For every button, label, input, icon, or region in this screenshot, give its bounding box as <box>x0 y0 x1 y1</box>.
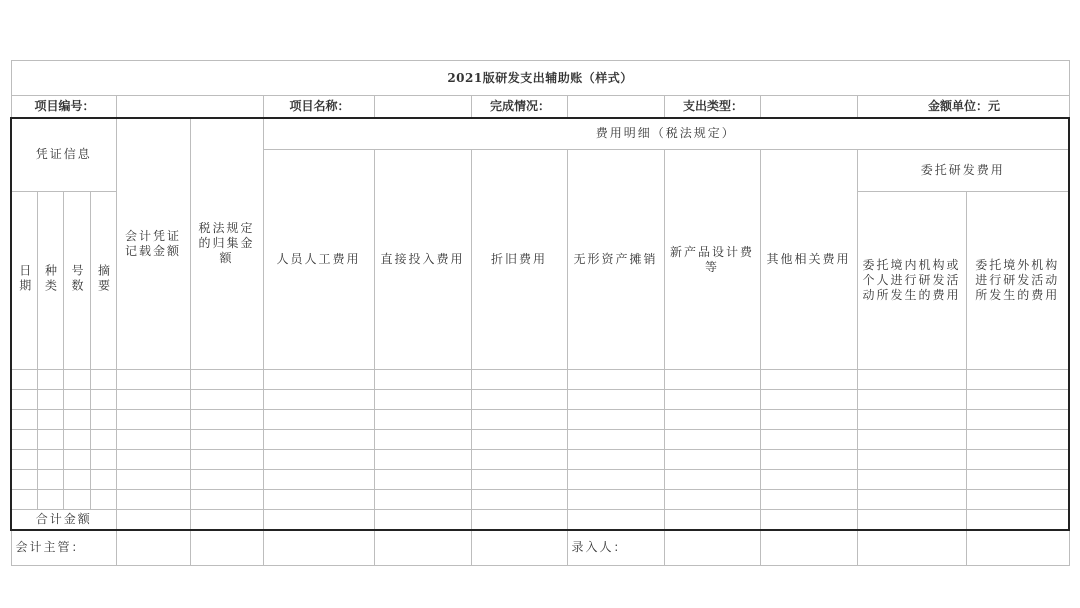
table-cell[interactable] <box>374 430 471 450</box>
table-row <box>11 430 1069 450</box>
project-no-value[interactable] <box>116 96 263 118</box>
kind-header: 种类 <box>37 192 63 370</box>
total-cell[interactable] <box>664 510 760 530</box>
table-cell[interactable] <box>116 490 190 510</box>
table-row <box>11 370 1069 390</box>
table-cell[interactable] <box>116 410 190 430</box>
table-cell[interactable] <box>857 370 966 390</box>
table-cell[interactable] <box>567 450 664 470</box>
table-cell[interactable] <box>37 490 63 510</box>
table-cell[interactable] <box>90 390 116 410</box>
table-cell[interactable] <box>966 370 1069 390</box>
direct-input-header: 直接投入费用 <box>374 150 471 370</box>
voucher-info-header: 凭证信息 <box>11 118 116 192</box>
expense-detail-header: 费用明细（税法规定） <box>263 118 1069 150</box>
table-cell[interactable] <box>664 410 760 430</box>
table-row <box>11 410 1069 430</box>
table-cell[interactable] <box>966 450 1069 470</box>
table-row <box>11 450 1069 470</box>
table-cell[interactable] <box>11 450 37 470</box>
table-cell[interactable] <box>471 450 567 470</box>
project-no-label: 项目编号： <box>11 96 116 118</box>
table-cell[interactable] <box>760 410 857 430</box>
table-cell[interactable] <box>966 470 1069 490</box>
table-cell[interactable] <box>263 470 374 490</box>
table-cell[interactable] <box>37 410 63 430</box>
table-cell[interactable] <box>966 410 1069 430</box>
table-cell[interactable] <box>263 490 374 510</box>
table-cell[interactable] <box>567 490 664 510</box>
table-cell[interactable] <box>190 410 263 430</box>
depreciation-header: 折旧费用 <box>471 150 567 370</box>
table-cell[interactable] <box>567 430 664 450</box>
footer-cell <box>471 530 567 566</box>
table-cell[interactable] <box>760 390 857 410</box>
ledger-title: 2021版研发支出辅助账（样式） <box>11 61 1069 96</box>
footer-cell <box>190 530 263 566</box>
table-cell[interactable] <box>63 410 90 430</box>
new-product-header: 新产品设计费等 <box>664 150 760 370</box>
table-row <box>11 490 1069 510</box>
table-cell[interactable] <box>857 390 966 410</box>
ledger-sheet <box>10 60 1068 566</box>
number-header: 号数 <box>63 192 90 370</box>
table-cell[interactable] <box>857 430 966 450</box>
table-cell[interactable] <box>471 370 567 390</box>
table-cell[interactable] <box>190 450 263 470</box>
footer-cell <box>374 530 471 566</box>
table-cell[interactable] <box>190 490 263 510</box>
entrusted-domestic-header: 委托境内机构或个人进行研发活动所发生的费用 <box>857 192 966 370</box>
table-cell[interactable] <box>116 370 190 390</box>
completion-label: 完成情况： <box>471 96 567 118</box>
table-cell[interactable] <box>63 490 90 510</box>
table-cell[interactable] <box>760 470 857 490</box>
supervisor-label: 会计主管： <box>11 530 116 566</box>
total-cell[interactable] <box>116 510 190 530</box>
total-cell[interactable] <box>760 510 857 530</box>
entrusted-foreign-header: 委托境外机构进行研发活动所发生的费用 <box>966 192 1069 370</box>
table-cell[interactable] <box>760 370 857 390</box>
table-cell[interactable] <box>760 490 857 510</box>
table-cell[interactable] <box>664 470 760 490</box>
table-cell[interactable] <box>857 410 966 430</box>
table-cell[interactable] <box>37 390 63 410</box>
table-cell[interactable] <box>471 390 567 410</box>
table-cell[interactable] <box>11 430 37 450</box>
table-cell[interactable] <box>567 370 664 390</box>
table-cell[interactable] <box>37 450 63 470</box>
table-cell[interactable] <box>37 370 63 390</box>
table-cell[interactable] <box>90 470 116 490</box>
table-cell[interactable] <box>567 410 664 430</box>
intangible-header: 无形资产摊销 <box>567 150 664 370</box>
total-cell[interactable] <box>966 510 1069 530</box>
table-cell[interactable] <box>11 490 37 510</box>
tax-amount-header: 税法规定的归集金额 <box>190 118 263 370</box>
table-cell[interactable] <box>857 470 966 490</box>
expense-type-label: 支出类型： <box>664 96 760 118</box>
date-header: 日期 <box>11 192 37 370</box>
table-cell[interactable] <box>90 490 116 510</box>
table-cell[interactable] <box>263 430 374 450</box>
table-cell[interactable] <box>664 430 760 450</box>
footer-cell <box>664 530 760 566</box>
table-cell[interactable] <box>116 390 190 410</box>
personnel-header: 人员人工费用 <box>263 150 374 370</box>
book-amount-header: 会计凭证记载金额 <box>116 118 190 370</box>
table-cell[interactable] <box>190 430 263 450</box>
total-cell[interactable] <box>857 510 966 530</box>
table-cell[interactable] <box>374 490 471 510</box>
table-row <box>11 470 1069 490</box>
table-cell[interactable] <box>760 430 857 450</box>
ledger-table <box>10 60 1070 566</box>
completion-value[interactable] <box>567 96 664 118</box>
table-cell[interactable] <box>263 450 374 470</box>
table-cell[interactable] <box>374 370 471 390</box>
table-cell[interactable] <box>471 490 567 510</box>
table-cell[interactable] <box>63 390 90 410</box>
table-cell[interactable] <box>374 410 471 430</box>
footer-cell <box>760 530 857 566</box>
table-cell[interactable] <box>90 430 116 450</box>
footer-cell <box>263 530 374 566</box>
table-cell[interactable] <box>37 430 63 450</box>
table-cell[interactable] <box>966 490 1069 510</box>
table-cell[interactable] <box>263 370 374 390</box>
total-label: 合计金额 <box>11 510 116 530</box>
table-cell[interactable] <box>63 370 90 390</box>
table-cell[interactable] <box>760 450 857 470</box>
table-cell[interactable] <box>263 410 374 430</box>
table-cell[interactable] <box>664 370 760 390</box>
expense-type-value[interactable] <box>760 96 857 118</box>
table-cell[interactable] <box>263 390 374 410</box>
table-cell[interactable] <box>664 490 760 510</box>
table-cell[interactable] <box>90 450 116 470</box>
table-cell[interactable] <box>11 410 37 430</box>
table-cell[interactable] <box>471 470 567 490</box>
table-cell[interactable] <box>116 470 190 490</box>
table-cell[interactable] <box>664 390 760 410</box>
table-cell[interactable] <box>567 390 664 410</box>
table-cell[interactable] <box>116 450 190 470</box>
entered-by-label: 录入人： <box>567 530 664 566</box>
table-cell[interactable] <box>966 390 1069 410</box>
total-cell[interactable] <box>567 510 664 530</box>
table-cell[interactable] <box>471 410 567 430</box>
total-cell[interactable] <box>374 510 471 530</box>
table-cell[interactable] <box>966 430 1069 450</box>
table-cell[interactable] <box>63 450 90 470</box>
table-cell[interactable] <box>63 470 90 490</box>
table-cell[interactable] <box>11 370 37 390</box>
footer-cell <box>857 530 966 566</box>
table-cell[interactable] <box>374 470 471 490</box>
project-name-value[interactable] <box>374 96 471 118</box>
entrusted-header: 委托研发费用 <box>857 150 1069 192</box>
table-cell[interactable] <box>11 390 37 410</box>
amount-unit-label: 金额单位：元 <box>857 96 1069 118</box>
other-header: 其他相关费用 <box>760 150 857 370</box>
table-cell[interactable] <box>11 470 37 490</box>
table-cell[interactable] <box>567 470 664 490</box>
project-name-label: 项目名称： <box>263 96 374 118</box>
table-cell[interactable] <box>90 370 116 390</box>
table-cell[interactable] <box>374 450 471 470</box>
table-cell[interactable] <box>374 390 471 410</box>
total-cell[interactable] <box>190 510 263 530</box>
total-cell[interactable] <box>471 510 567 530</box>
total-cell[interactable] <box>263 510 374 530</box>
table-cell[interactable] <box>857 450 966 470</box>
summary-header: 摘要 <box>90 192 116 370</box>
table-cell[interactable] <box>471 430 567 450</box>
table-cell[interactable] <box>857 490 966 510</box>
table-cell[interactable] <box>90 410 116 430</box>
table-cell[interactable] <box>116 430 190 450</box>
table-cell[interactable] <box>190 390 263 410</box>
table-cell[interactable] <box>63 430 90 450</box>
footer-cell <box>966 530 1069 566</box>
table-cell[interactable] <box>190 370 263 390</box>
table-row <box>11 390 1069 410</box>
table-cell[interactable] <box>664 450 760 470</box>
footer-cell <box>116 530 190 566</box>
table-cell[interactable] <box>190 470 263 490</box>
table-cell[interactable] <box>37 470 63 490</box>
